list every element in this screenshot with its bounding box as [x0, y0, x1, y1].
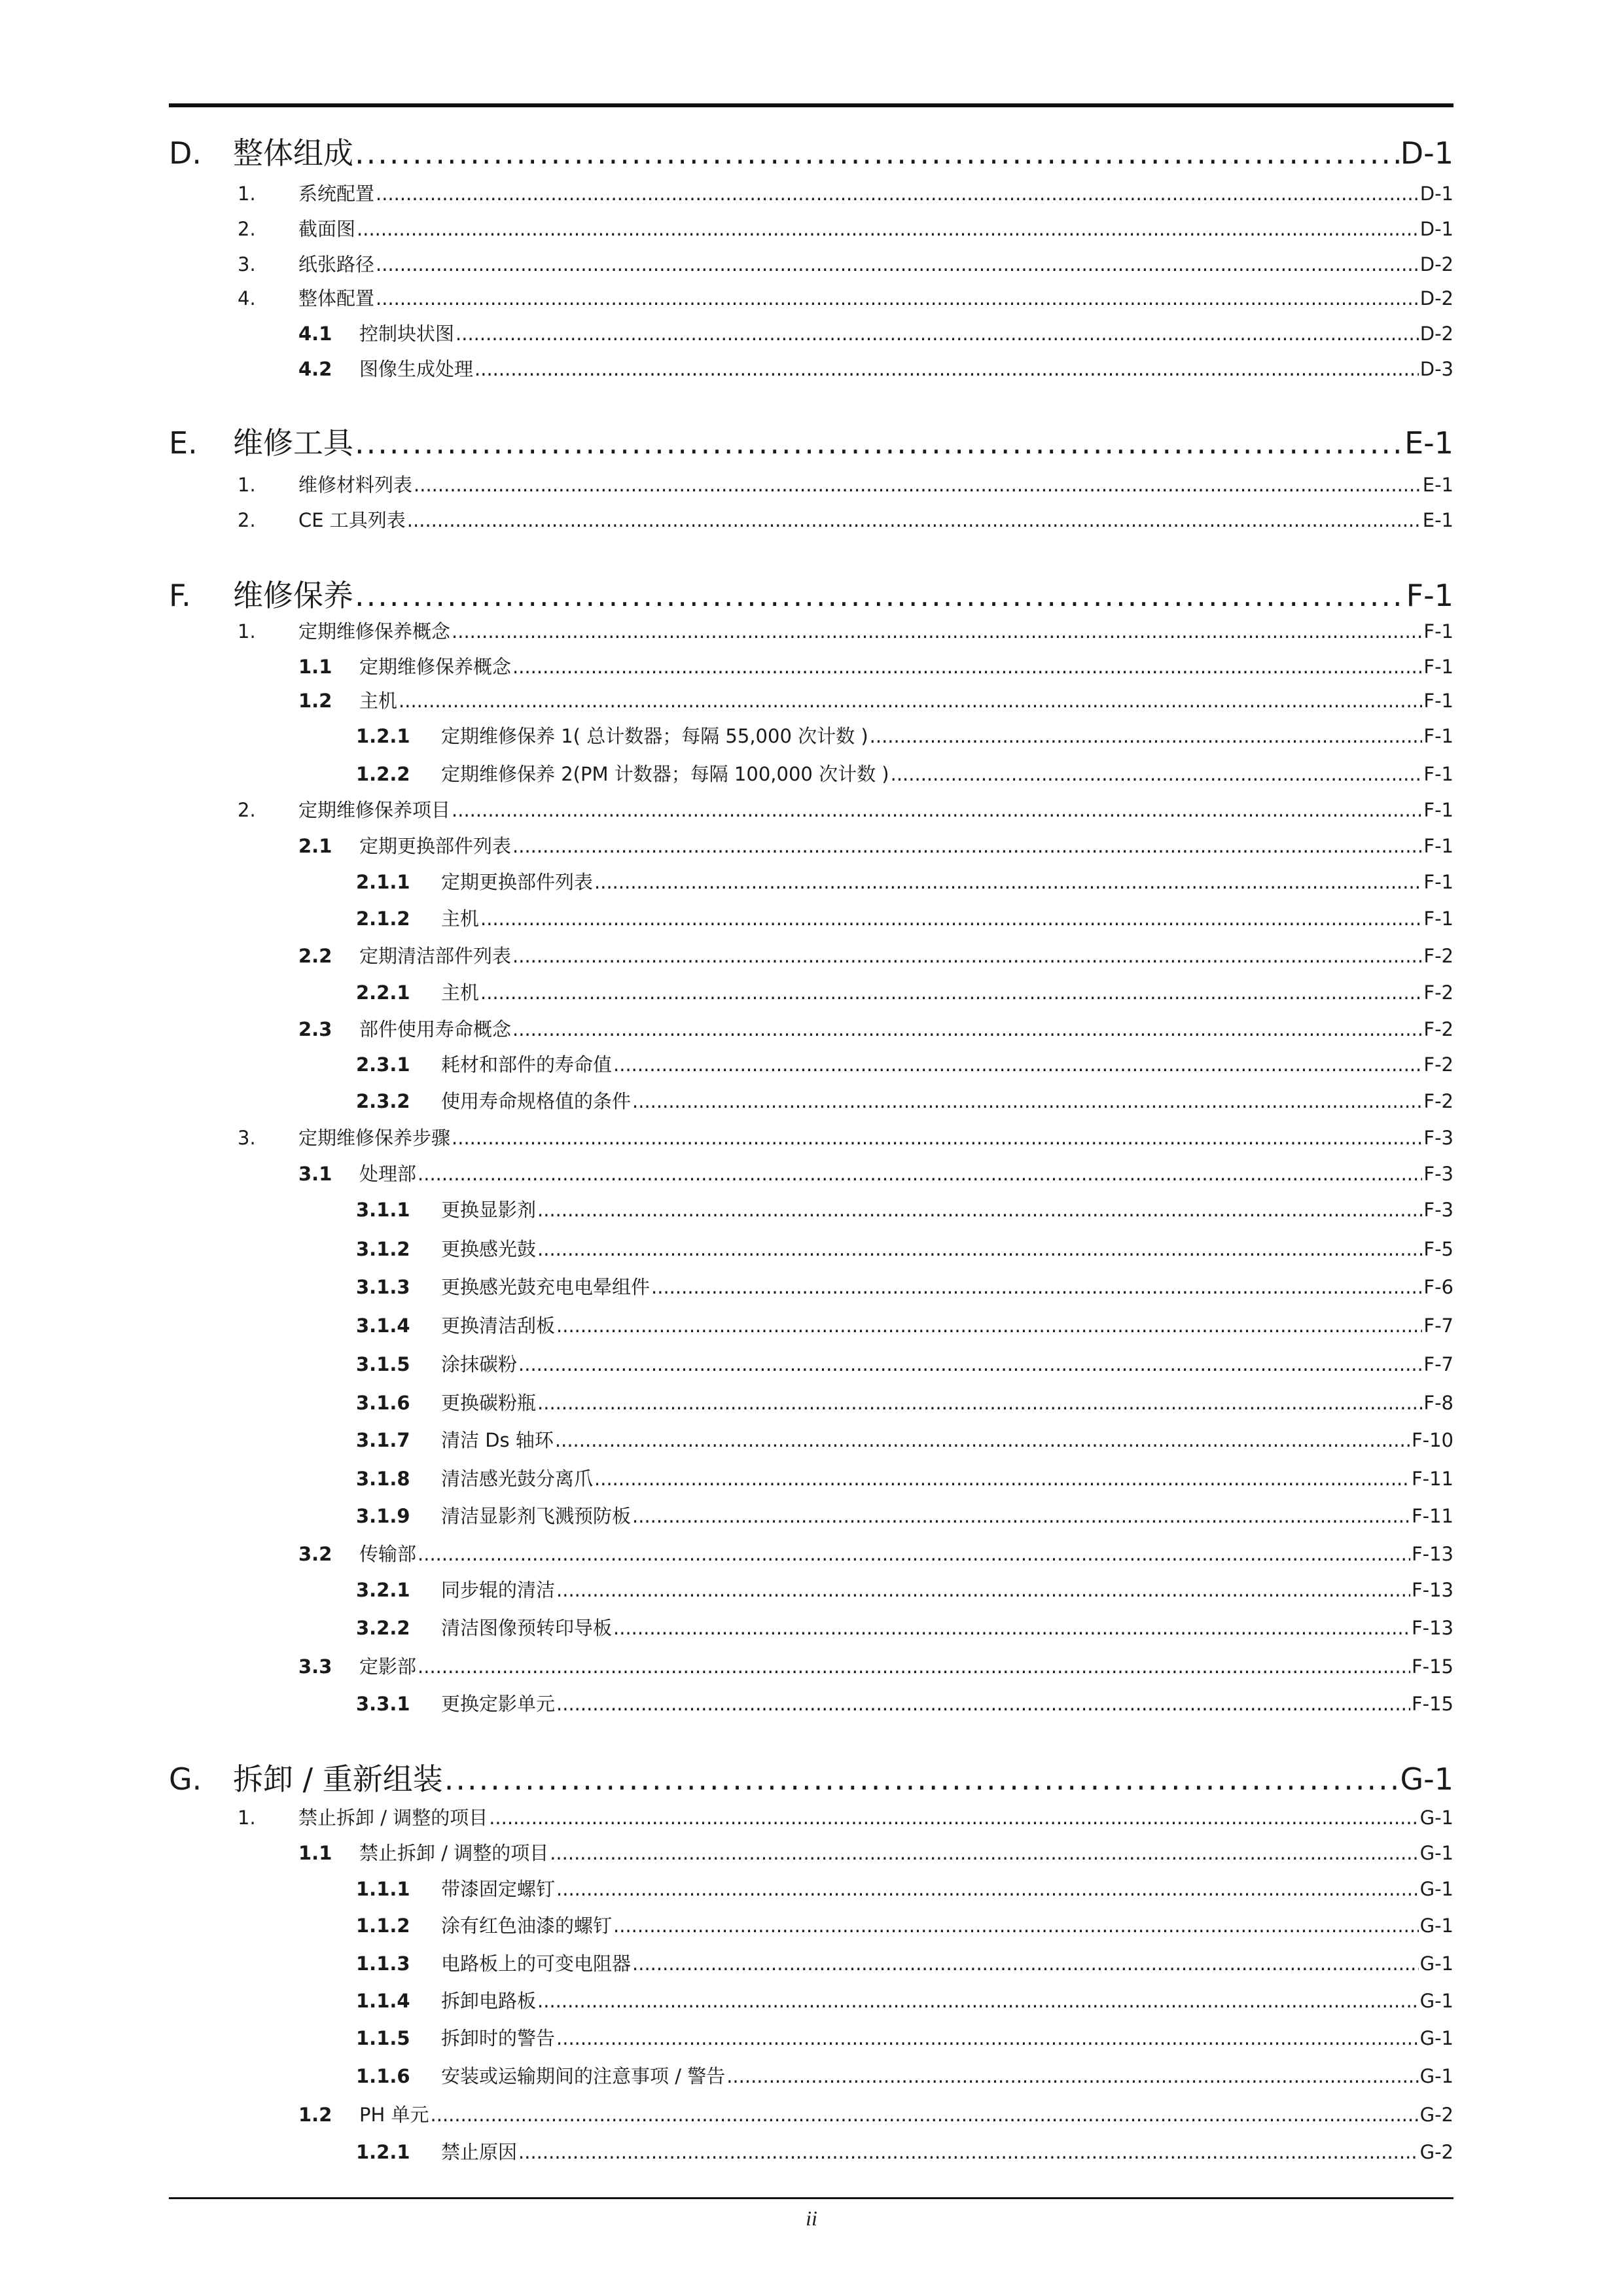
toc-entry-number: E. [169, 425, 198, 461]
toc-entry-title: 主机 [441, 908, 480, 930]
toc-entry-title: 定期维修保养概念 [298, 620, 451, 643]
toc-entry[interactable] [169, 1875, 1454, 1901]
toc-entry-title: 更换感光鼓 [441, 1238, 537, 1260]
toc-entry-page: F-2 [1423, 1018, 1454, 1040]
toc-entry[interactable] [169, 1614, 1454, 1640]
toc-entry-title: 处理部 [359, 1163, 417, 1185]
toc-entry-number: 2.2 [298, 945, 332, 967]
toc-entry-title: 更换感光鼓充电电晕组件 [441, 1276, 651, 1298]
header-rule [169, 103, 1454, 107]
toc-entry-title: 涂抹碳粉 [441, 1353, 518, 1375]
toc-entry-page: F-2 [1423, 1090, 1454, 1112]
toc-entry[interactable] [169, 1087, 1454, 1114]
toc-entry-number: 1.2 [298, 690, 332, 712]
dot-leader [537, 1990, 1419, 2012]
toc-chapter[interactable] [169, 130, 1454, 173]
toc-entry[interactable] [169, 179, 1454, 206]
toc-entry[interactable] [169, 796, 1454, 822]
toc-entry-title: 禁止拆卸 / 调整的项目 [359, 1842, 549, 1864]
toc-entry-number: 2.3 [298, 1018, 332, 1040]
dot-leader [870, 725, 1423, 747]
toc-entry-number: 1.1.2 [356, 1915, 410, 1937]
toc-entry[interactable] [169, 1464, 1454, 1491]
toc-entry-page: F-2 [1423, 945, 1454, 967]
dot-leader [418, 1163, 1422, 1185]
toc-entry[interactable] [169, 1911, 1454, 1938]
toc-entry[interactable] [169, 2100, 1454, 2127]
dot-leader [431, 2104, 1419, 2126]
toc-entry-title: 更换清洁刮板 [441, 1315, 556, 1337]
toc-entry-number: G. [169, 1761, 202, 1797]
toc-entry-number: 3.3 [298, 1655, 332, 1678]
toc-entry-page: F-1 [1423, 690, 1454, 712]
toc-entry-title: 电路板上的可变电阻器 [441, 1952, 632, 1975]
toc-entry-number: 3. [238, 253, 256, 275]
toc-entry[interactable] [169, 1949, 1454, 1976]
toc-entry-number: 1.2 [298, 2104, 332, 2126]
toc-entry[interactable] [169, 2024, 1454, 2051]
dot-leader [726, 2065, 1418, 2087]
toc-entry[interactable] [169, 1159, 1454, 1186]
toc-entry[interactable] [169, 832, 1454, 858]
dot-leader [399, 690, 1422, 712]
toc-entry-title: 部件使用寿命概念 [359, 1018, 512, 1040]
toc-entry-page: F-1 [1423, 799, 1454, 821]
toc-entry-page: G-1 [1419, 2065, 1454, 2087]
dot-leader [556, 1315, 1422, 1337]
toc-entry[interactable] [169, 1235, 1454, 1262]
dot-leader [651, 1276, 1422, 1298]
toc-entry-number: 2. [238, 509, 256, 531]
toc-entry-number: 3.1.4 [356, 1315, 410, 1337]
toc-entry[interactable] [169, 1502, 1454, 1528]
toc-entry[interactable] [169, 1015, 1454, 1042]
dot-leader [891, 763, 1423, 785]
toc-entry-page: F-3 [1423, 1163, 1454, 1185]
toc-chapter[interactable] [169, 1756, 1454, 1799]
dot-leader [474, 358, 1419, 380]
toc-entry-page: D-1 [1419, 218, 1454, 240]
toc-entry-page: G-1 [1419, 1878, 1454, 1900]
toc-entry-page: F-13 [1411, 1617, 1454, 1639]
dot-leader [480, 981, 1422, 1004]
toc-entry-page: G-1 [1400, 1761, 1454, 1797]
toc-entry-page: F-3 [1423, 1127, 1454, 1149]
toc-entry-page: D-1 [1419, 183, 1454, 205]
toc-entry[interactable] [169, 1123, 1454, 1150]
toc-entry-page: F-6 [1423, 1276, 1454, 1298]
toc-entry-page: F-11 [1411, 1468, 1454, 1490]
toc-entry-page: D-2 [1419, 323, 1454, 345]
dot-leader [556, 2027, 1419, 2049]
toc-entry[interactable] [169, 250, 1454, 277]
toc-entry-title: 图像生成处理 [359, 358, 474, 380]
toc-entry-number: 3. [238, 1127, 256, 1149]
dot-leader [594, 871, 1422, 893]
toc-entry[interactable] [169, 1540, 1454, 1566]
dot-leader [376, 253, 1419, 275]
toc-entry-page: F-1 [1423, 620, 1454, 643]
toc-entry-page: E-1 [1422, 474, 1454, 496]
toc-entry-title: 定期更换部件列表 [441, 871, 594, 893]
toc-entry-number: 2.3.2 [356, 1090, 410, 1112]
toc-entry[interactable] [169, 1273, 1454, 1299]
toc-entry-number: 1.2.2 [356, 763, 410, 785]
toc-entry[interactable] [169, 1388, 1454, 1415]
toc-entry-title: 清洁图像预转印导板 [441, 1617, 613, 1639]
toc-entry-page: F-8 [1423, 1392, 1454, 1414]
toc-entry-number: 3.1.9 [356, 1505, 410, 1527]
toc-entry-title: 涂有红色油漆的螺钉 [441, 1915, 613, 1937]
toc-entry-number: 1.1.1 [356, 1878, 410, 1900]
toc-entry-title: 禁止拆卸 / 调整的项目 [298, 1807, 488, 1829]
toc-entry-page: F-2 [1423, 981, 1454, 1004]
toc-entry-number: 1.1 [298, 1842, 332, 1864]
dot-leader [512, 656, 1422, 678]
toc-entry-page: F-11 [1411, 1505, 1454, 1527]
dot-leader [518, 2141, 1419, 2163]
toc-entry-page: F-13 [1411, 1579, 1454, 1601]
toc-entry[interactable] [169, 942, 1454, 968]
toc-entry-page: F-13 [1411, 1543, 1454, 1565]
dot-leader [455, 323, 1419, 345]
toc-entry-page: F-15 [1411, 1655, 1454, 1678]
toc-entry-page: D-2 [1419, 287, 1454, 309]
toc-entry[interactable] [169, 978, 1454, 1005]
toc-entry-number: 2.1.1 [356, 871, 410, 893]
toc-entry[interactable] [169, 617, 1454, 644]
toc-entry[interactable] [169, 506, 1454, 533]
toc-entry-page: F-1 [1423, 908, 1454, 930]
toc-entry-page: F-1 [1423, 763, 1454, 785]
toc-entry-title: 定期维修保养 1( 总计数器；每隔 55,000 次计数 ) [441, 725, 868, 747]
toc-entry[interactable] [169, 2138, 1454, 2164]
toc-entry-title: 控制块状图 [359, 323, 455, 345]
toc-entry-number: 1.1.4 [356, 1990, 410, 2012]
toc-entry-page: G-2 [1419, 2104, 1454, 2126]
toc-entry[interactable] [169, 904, 1454, 931]
dot-leader [452, 1127, 1422, 1149]
toc-entry-title: 传输部 [359, 1543, 417, 1565]
toc-entry-page: F-1 [1423, 871, 1454, 893]
toc-entry-number: 3.1.6 [356, 1392, 410, 1414]
toc-entry-page: F-1 [1423, 835, 1454, 857]
toc-entry-number: 1.1 [298, 656, 332, 678]
toc-entry-page: F-3 [1423, 1199, 1454, 1221]
toc-entry-title: 更换显影剂 [441, 1199, 537, 1221]
toc-entry-title: 截面图 [298, 218, 356, 240]
toc-entry-page: F-10 [1411, 1429, 1454, 1451]
toc-entry-page: D-3 [1419, 358, 1454, 380]
toc-entry-title: 整体配置 [298, 287, 375, 309]
toc-entry-title: 定影部 [359, 1655, 417, 1678]
toc-entry-number: 3.1.1 [356, 1199, 410, 1221]
toc-entry-page: G-2 [1419, 2141, 1454, 2163]
toc-entry-page: F-15 [1411, 1693, 1454, 1715]
toc-entry[interactable] [169, 1652, 1454, 1679]
toc-entry-page: F-1 [1406, 578, 1454, 613]
toc-entry[interactable] [169, 284, 1454, 311]
toc-entry-number: 3.1.3 [356, 1276, 410, 1298]
toc-entry-page: G-1 [1419, 1807, 1454, 1829]
dot-leader [418, 1655, 1410, 1678]
toc-entry-title: 拆卸电路板 [441, 1990, 537, 2012]
toc-chapter[interactable] [169, 419, 1454, 463]
toc-entry-page: G-1 [1419, 1952, 1454, 1975]
dot-leader [613, 1617, 1410, 1639]
dot-leader [418, 1543, 1410, 1565]
toc-entry[interactable] [169, 2062, 1454, 2089]
toc-entry[interactable] [169, 1839, 1454, 1865]
toc-entry-title: 定期清洁部件列表 [359, 945, 512, 967]
toc-entry-number: 1.1.3 [356, 1952, 410, 1975]
toc-entry-number: 4. [238, 287, 256, 309]
toc-entry-title: 整体组成 [233, 135, 353, 171]
toc-entry-page: F-1 [1423, 656, 1454, 678]
toc-entry[interactable] [169, 1803, 1454, 1830]
toc-entry[interactable] [169, 1050, 1454, 1077]
toc-entry-number: 1.1.5 [356, 2027, 410, 2049]
dot-leader [613, 1915, 1419, 1937]
dot-leader [594, 1468, 1410, 1490]
toc-entry-page: F-1 [1423, 725, 1454, 747]
dot-leader [518, 1353, 1422, 1375]
toc-entry-page: F-7 [1423, 1315, 1454, 1337]
toc-entry[interactable] [169, 319, 1454, 346]
toc-entry[interactable] [169, 1350, 1454, 1377]
toc-entry-title: PH 单元 [359, 2104, 429, 2126]
toc-entry[interactable] [169, 652, 1454, 679]
dot-leader [555, 1429, 1410, 1451]
dot-leader [556, 1693, 1410, 1715]
toc-entry-title: 定期维修保养概念 [359, 656, 512, 678]
toc-entry-title: 耗材和部件的寿命值 [441, 1053, 613, 1076]
toc-entry-title: 拆卸 / 重新组装 [233, 1761, 443, 1797]
toc-entry-number: 1.2.1 [356, 2141, 410, 2163]
dot-leader [512, 1018, 1422, 1040]
toc-entry-page: F-5 [1423, 1238, 1454, 1260]
toc-entry-title: 维修工具 [233, 425, 353, 461]
toc-entry[interactable] [169, 1195, 1454, 1222]
toc-entry-number: 1. [238, 183, 256, 205]
toc-entry-number: 2.1 [298, 835, 332, 857]
toc-entry-title: 带漆固定螺钉 [441, 1878, 556, 1900]
page-number: ii [806, 2206, 817, 2230]
dot-leader [489, 1807, 1418, 1829]
dot-leader [632, 1090, 1422, 1112]
toc-entry[interactable] [169, 355, 1454, 381]
toc-entry-number: 3.1 [298, 1163, 332, 1185]
toc-entry-title: 系统配置 [298, 183, 375, 205]
dot-leader [512, 945, 1422, 967]
toc-entry-number: 1. [238, 620, 256, 643]
toc-entry-title: 拆卸时的警告 [441, 2027, 556, 2049]
toc-entry-number: 3.1.7 [356, 1429, 410, 1451]
dot-leader [414, 474, 1421, 496]
dot-leader [407, 509, 1421, 531]
toc-entry-number: 2.2.1 [356, 981, 410, 1004]
toc-entry-title: 定期维修保养 2(PM 计数器；每隔 100,000 次计数 ) [441, 763, 889, 785]
toc-entry-page: G-1 [1419, 1990, 1454, 2012]
toc-entry[interactable] [169, 1426, 1454, 1453]
dot-leader [357, 218, 1419, 240]
toc-entry-title: 定期更换部件列表 [359, 835, 512, 857]
toc-entry[interactable] [169, 760, 1454, 786]
dot-leader [556, 1579, 1410, 1601]
toc-entry-number: 3.2.2 [356, 1617, 410, 1639]
toc-entry-number: 3.1.5 [356, 1353, 410, 1375]
toc-entry-number: 1.1.6 [356, 2065, 410, 2087]
toc-entry-title: CE 工具列表 [298, 509, 406, 531]
toc-entry-number: 2. [238, 799, 256, 821]
toc-entry-title: 同步辊的清洁 [441, 1579, 556, 1601]
dot-leader [550, 1842, 1418, 1864]
toc-entry[interactable] [169, 1689, 1454, 1716]
toc-entry[interactable] [169, 868, 1454, 894]
toc-entry[interactable] [169, 215, 1454, 241]
toc-entry-page: F-7 [1423, 1353, 1454, 1375]
toc-entry-title: 更换定影单元 [441, 1693, 556, 1715]
toc-entry-title: 维修材料列表 [298, 474, 413, 496]
toc-entry-number: 2.1.2 [356, 908, 410, 930]
toc-entry-number: 2.3.1 [356, 1053, 410, 1076]
toc-entry-number: 1. [238, 474, 256, 496]
toc-entry-title: 更换碳粉瓶 [441, 1392, 537, 1414]
toc-entry-number: 3.2 [298, 1543, 332, 1565]
toc-entry-number: 3.2.1 [356, 1579, 410, 1601]
toc-entry[interactable] [169, 722, 1454, 749]
toc-entry-number: 3.1.2 [356, 1238, 410, 1260]
dot-leader [512, 835, 1422, 857]
toc-entry-number: 2. [238, 218, 256, 240]
toc-entry-page: D-2 [1419, 253, 1454, 275]
toc-entry[interactable] [169, 1311, 1454, 1338]
footer-rule [169, 2197, 1454, 2199]
toc-entry-title: 禁止原因 [441, 2141, 518, 2163]
toc-entry-title: 维修保养 [233, 578, 353, 613]
toc-entry-number: 4.1 [298, 323, 332, 345]
toc-entry-title: 主机 [441, 981, 480, 1004]
toc-entry-title: 使用寿命规格值的条件 [441, 1090, 632, 1112]
dot-leader [613, 1053, 1422, 1076]
dot-leader [537, 1199, 1422, 1221]
dot-leader [556, 1878, 1419, 1900]
toc-entry-page: G-1 [1419, 1842, 1454, 1864]
dot-leader [452, 799, 1422, 821]
toc-entry-page: G-1 [1419, 1915, 1454, 1937]
toc-entry-number: F. [169, 578, 191, 613]
toc-entry[interactable] [169, 686, 1454, 713]
toc-entry-number: D. [169, 135, 202, 171]
toc-entry-number: 1.2.1 [356, 725, 410, 747]
dot-leader [355, 578, 1405, 613]
toc-entry-title: 安装或运输期间的注意事项 / 警告 [441, 2065, 726, 2087]
toc-entry-title: 纸张路径 [298, 253, 375, 275]
toc-entry-page: D-1 [1400, 135, 1454, 171]
toc-entry-title: 清洁 Ds 轴环 [441, 1429, 554, 1451]
toc-entry[interactable] [169, 1576, 1454, 1602]
dot-leader [376, 287, 1419, 309]
toc-entry-title: 清洁显影剂飞溅预防板 [441, 1505, 632, 1527]
dot-leader [632, 1505, 1410, 1527]
dot-leader [537, 1238, 1422, 1260]
toc-entry-page: E-1 [1422, 509, 1454, 531]
dot-leader [480, 908, 1422, 930]
toc-entry-number: 4.2 [298, 358, 332, 380]
toc-entry-number: 3.3.1 [356, 1693, 410, 1715]
toc-entry-title: 定期维修保养步骤 [298, 1127, 451, 1149]
toc-entry-page: G-1 [1419, 2027, 1454, 2049]
toc-entry-page: F-2 [1423, 1053, 1454, 1076]
dot-leader [632, 1952, 1419, 1975]
dot-leader [355, 425, 1403, 461]
dot-leader [537, 1392, 1422, 1414]
toc-entry-number: 3.1.8 [356, 1468, 410, 1490]
toc-entry-title: 主机 [359, 690, 398, 712]
toc-entry[interactable] [169, 470, 1454, 497]
toc-entry-title: 定期维修保养项目 [298, 799, 451, 821]
dot-leader [355, 135, 1399, 171]
toc-entry-page: E-1 [1404, 425, 1454, 461]
dot-leader [444, 1761, 1399, 1797]
toc-entry-title: 清洁感光鼓分离爪 [441, 1468, 594, 1490]
dot-leader [376, 183, 1419, 205]
toc-entry[interactable] [169, 1987, 1454, 2013]
toc-entry-number: 1. [238, 1807, 256, 1829]
toc-chapter[interactable] [169, 572, 1454, 615]
dot-leader [452, 620, 1422, 643]
